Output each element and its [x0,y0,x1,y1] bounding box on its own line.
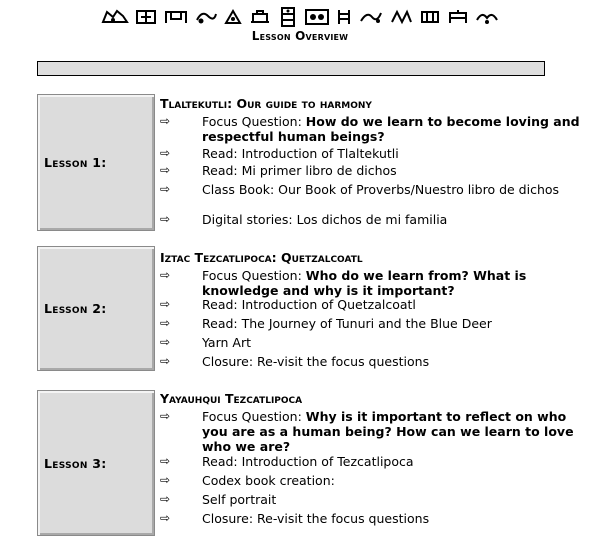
item-text: Self portrait [202,492,277,507]
arrow-icon: ⇨ [160,182,171,196]
item-text: Closure: Re-visit the focus questions [202,354,430,369]
arrow-icon: ⇨ [160,511,171,525]
aztec-glyph-13-icon [447,8,469,26]
arrow-icon: ⇨ [160,114,171,128]
arrow-icon: ⇨ [160,354,171,368]
item-text: Codex book creation: [202,473,335,488]
arrow-icon: ⇨ [160,297,171,311]
lesson-3-heading: Yayauhqui Tezcatlipoca [160,391,303,406]
arrow-icon: ⇨ [160,473,171,487]
aztec-glyph-3-icon [163,8,189,26]
arrow-icon: ⇨ [160,163,171,177]
aztec-glyph-7-icon [277,6,299,28]
aztec-glyph-8-icon [304,7,330,27]
lesson-1-box [37,94,155,231]
aztec-glyph-14-icon [474,8,500,26]
focus-question-text: Who do we learn from? What is knowledge and why is it important? [202,268,527,298]
focus-question-text: How do we learn to become loving and respectful human beings? [202,114,580,144]
aztec-glyph-12-icon [418,8,442,26]
aztec-glyph-4-icon [194,8,218,26]
item-text: Read: Introduction of Tlaltekutli [202,146,399,161]
focus-question-prefix: Focus Question: [202,268,306,283]
aztec-glyph-1-icon [101,8,129,26]
lesson-3-label: Lesson 3: [44,455,107,471]
lesson-1-heading: Tlaltekutli: Our guide to harmony [160,96,372,111]
arrow-icon: ⇨ [160,212,171,226]
lesson-2-label: Lesson 2: [44,301,107,316]
lesson-3-box [37,390,155,536]
item-text: Read: Introduction of Quetzalcoatl [202,297,416,312]
item-text: Digital stories: Los dichos de mi familia [202,212,448,227]
item-text: Read: Mi primer libro de dichos [202,163,397,178]
item-text: Read: Introduction of Tezcatlipoca [202,454,414,469]
aztec-glyph-2-icon [134,8,158,26]
lesson-1-label: Lesson 1: [44,155,107,170]
lesson-2-heading: Iztac Tezcatlipoca: Quetzalcoatl [160,250,363,265]
arrow-icon: ⇨ [160,268,171,282]
arrow-icon: ⇨ [160,316,171,330]
focus-question-text: Why is it important to reflect on who you are as a human being? How can we learn to love who we are? [202,409,574,454]
arrow-icon: ⇨ [160,409,171,423]
item-text: Read: The Journey of Tunuri and the Blue Deer [202,316,492,331]
header-bar [37,61,545,76]
aztec-glyph-9-icon [335,7,353,27]
arrow-icon: ⇨ [160,335,171,349]
lesson-2-box [37,246,155,371]
focus-question-prefix: Focus Question: [202,409,306,424]
aztec-glyph-6-icon [248,8,272,26]
item-text: Closure: Re-visit the focus questions [202,511,430,526]
aztec-glyph-5-icon [223,8,243,26]
arrow-icon: ⇨ [160,146,171,160]
item-text: Class Book: Our Book of Proverbs/Nuestro libro de dichos [202,182,560,197]
item-text: Yarn Art [202,335,251,350]
focus-question-prefix: Focus Question: [202,114,306,129]
aztec-glyph-11-icon [389,8,413,26]
arrow-icon: ⇨ [160,492,171,506]
arrow-icon: ⇨ [160,454,171,468]
page-title: Lesson Overview [251,29,349,43]
aztec-glyph-10-icon [358,8,384,26]
aztec-glyph-header [0,4,600,30]
